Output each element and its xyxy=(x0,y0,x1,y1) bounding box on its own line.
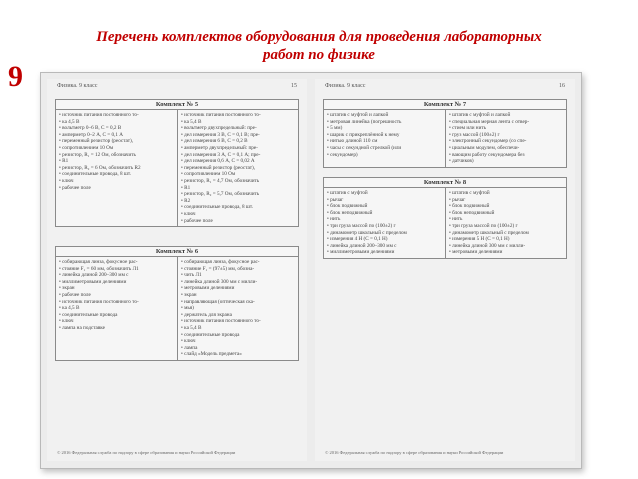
list-item: • ключ xyxy=(59,318,174,325)
left-page xyxy=(47,79,307,461)
list-item: • стием или нить xyxy=(449,125,563,132)
list-item: • направляющая (оптическая ска- xyxy=(181,299,295,306)
slide-number: 9 xyxy=(8,60,23,93)
kit6-table xyxy=(55,246,299,361)
list-item: • линейка длиной 300 мм с милли- xyxy=(449,243,563,250)
list-item: • собирающая линза, фокусное рас- xyxy=(59,259,174,266)
list-item: • шарик с прикреплённой к нему xyxy=(327,132,442,139)
list-item: • блок неподвижный xyxy=(449,210,563,217)
kit7-table xyxy=(323,99,567,168)
list-item: • циальным модулем, обеспечи- xyxy=(449,145,563,152)
list-item: • ключ xyxy=(181,338,295,345)
list-item: • динамометр школьный с пределом xyxy=(327,230,442,237)
list-item: • ка 5,4 В xyxy=(181,325,295,332)
list-item: • рабочее поле xyxy=(59,185,174,192)
list-item: • ключ xyxy=(181,211,295,218)
slide-title-line2: работ по физике xyxy=(263,47,375,63)
kit7-col1 xyxy=(324,110,445,167)
right-page-footer: © 2016 Федеральная служба по надзору в сфере образования и науки Российской Федерации xyxy=(325,450,504,455)
left-page-header: Физика. 9 класс xyxy=(57,83,98,89)
list-item: • вольтметр двухпредельный: пре- xyxy=(181,125,295,132)
left-page-footer: © 2016 Федеральная служба по надзору в сфере образования и науки Российской Федерации xyxy=(57,450,236,455)
list-item: • стояние F₁ = (97±5) мм, обозна- xyxy=(181,266,295,273)
list-item: • рычаг xyxy=(449,197,563,204)
list-item: • три груза массой по (100±2) г xyxy=(449,223,563,230)
list-item: • резистор, R₁ = 4,7 Ом, обозначить xyxy=(181,178,295,185)
kit6-title: Комплект № 6 xyxy=(56,247,298,257)
list-item: • датчиков) xyxy=(449,158,563,165)
list-item: • мья) xyxy=(181,305,295,312)
list-item: • ка 4,5 В xyxy=(59,305,174,312)
kit8-col2 xyxy=(445,188,566,258)
kit5-table xyxy=(55,99,299,227)
list-item: • метровыми делениями xyxy=(449,249,563,256)
list-item: • метровая линейка (погрешность xyxy=(327,119,442,126)
kit8-col1 xyxy=(324,188,445,258)
list-item: • переменный резистор (реостат), xyxy=(181,165,295,172)
list-item: • источник питания постоянного то- xyxy=(59,299,174,306)
list-item: • ключ xyxy=(59,178,174,185)
scanned-document xyxy=(40,72,582,469)
kit7-col2 xyxy=(445,110,566,167)
list-item: • блок подвижный xyxy=(449,203,563,210)
list-item: • соединительные провода, 8 шт. xyxy=(181,204,295,211)
list-item: • рычаг xyxy=(327,197,442,204)
list-item: • линейка длиной 300 мм с милли- xyxy=(181,279,295,286)
list-item: • штатив с муфтой и лапкой xyxy=(449,112,563,119)
list-item: • рабочее поле xyxy=(59,292,174,299)
list-item: • штатив с муфтой и лапкой xyxy=(327,112,442,119)
right-page-number: 16 xyxy=(559,83,565,89)
list-item: • специальная мерная лента с отвер- xyxy=(449,119,563,126)
list-item: • миллиметровыми делениями xyxy=(327,249,442,256)
list-item: • измерения 5 Н (C = 0,1 Н) xyxy=(449,236,563,243)
list-item: • блок неподвижный xyxy=(327,210,442,217)
list-item: • штатив с муфтой xyxy=(449,190,563,197)
list-item: • R1 xyxy=(59,158,174,165)
list-item: • резистор, R₂ = 6 Ом, обозначить R2 xyxy=(59,165,174,172)
list-item: • слайд «Модель предмета» xyxy=(181,351,295,358)
list-item: • секундомер) xyxy=(327,152,442,159)
list-item: • ка 4,5 В xyxy=(59,119,174,126)
slide-title xyxy=(0,28,638,64)
list-item: • соединительные провода xyxy=(59,312,174,319)
list-item: • сопротивлением 10 Ом xyxy=(59,145,174,152)
list-item: • электронный секундомер (со спе- xyxy=(449,138,563,145)
list-item: • миллиметровыми делениями xyxy=(59,279,174,286)
list-item: • динамометр школьный с пределом xyxy=(449,230,563,237)
list-item: • амперметр двухпредельный: пре- xyxy=(181,145,295,152)
kit7-title: Комплект № 7 xyxy=(324,100,566,110)
list-item: • дел измерения 0,6 А, C = 0,02 А xyxy=(181,158,295,165)
list-item: • чить Л1 xyxy=(181,272,295,279)
list-item: • нитью длиной 110 см xyxy=(327,138,442,145)
kit8-title: Комплект № 8 xyxy=(324,178,566,188)
list-item: • соединительные провода xyxy=(181,332,295,339)
list-item: • экран xyxy=(181,292,295,299)
list-item: • линейка длиной 200–300 мм с xyxy=(327,243,442,250)
kit5-col1 xyxy=(56,110,177,226)
list-item: • переменный резистор (реостат), xyxy=(59,138,174,145)
list-item: • часы с секундной стрелкой (или xyxy=(327,145,442,152)
left-page-number: 15 xyxy=(291,83,297,89)
list-item: • метровыми делениями xyxy=(181,285,295,292)
list-item: • линейка длиной 200–300 мм с xyxy=(59,272,174,279)
list-item: • измерения 4 Н (C = 0,1 Н) xyxy=(327,236,442,243)
list-item: • блок подвижный xyxy=(327,203,442,210)
list-item: • источник питания постоянного то- xyxy=(59,112,174,119)
list-item: • соединительные провода, 8 шт. xyxy=(59,171,174,178)
list-item: • лампа на подставке xyxy=(59,325,174,332)
list-item: • экран xyxy=(59,285,174,292)
slide-title-line1: Перечень комплектов оборудования для проведения лабораторных xyxy=(96,29,542,45)
list-item: • дел измерения 3 А, C = 0,1 А; пре- xyxy=(181,152,295,159)
list-item: • 5 мм) xyxy=(327,125,442,132)
list-item: • R1 xyxy=(181,185,295,192)
right-page xyxy=(315,79,575,461)
kit6-col1 xyxy=(56,257,177,360)
list-item: • стояние F₁ = 60 мм, обозначить Л1 xyxy=(59,266,174,273)
list-item: • вольтметр 0–6 В, C = 0,2 В xyxy=(59,125,174,132)
kit8-table xyxy=(323,177,567,259)
list-item: • источник питания постоянного то- xyxy=(181,318,295,325)
list-item: • дел измерения 3 В, C = 0,1 В; пре- xyxy=(181,132,295,139)
list-item: • штатив с муфтой xyxy=(327,190,442,197)
kit5-col2 xyxy=(177,110,298,226)
kit5-title: Комплект № 5 xyxy=(56,100,298,110)
list-item: • дел измерения 6 В, C = 0,2 В xyxy=(181,138,295,145)
list-item: • нить xyxy=(327,216,442,223)
list-item: • сопротивлением 10 Ом xyxy=(181,171,295,178)
list-item: • груз массой (100±2) г xyxy=(449,132,563,139)
list-item: • нить xyxy=(449,216,563,223)
list-item: • резистор, R₁ = 12 Ом, обозначить xyxy=(59,152,174,159)
list-item: • три груза массой по (100±2) г xyxy=(327,223,442,230)
kit6-col2 xyxy=(177,257,298,360)
list-item: • лампа xyxy=(181,345,295,352)
list-item: • амперметр 0–2 А, C = 0,1 А xyxy=(59,132,174,139)
list-item: • вающим работу секундомера без xyxy=(449,152,563,159)
list-item: • ка 5,4 В xyxy=(181,119,295,126)
list-item: • R2 xyxy=(181,198,295,205)
list-item: • рабочее поле xyxy=(181,218,295,225)
list-item: • собирающая линза, фокусное рас- xyxy=(181,259,295,266)
list-item: • источник питания постоянного то- xyxy=(181,112,295,119)
right-page-header: Физика. 9 класс xyxy=(325,83,366,89)
list-item: • держатель для экрана xyxy=(181,312,295,319)
list-item: • резистор, R₂ = 5,7 Ом, обозначить xyxy=(181,191,295,198)
